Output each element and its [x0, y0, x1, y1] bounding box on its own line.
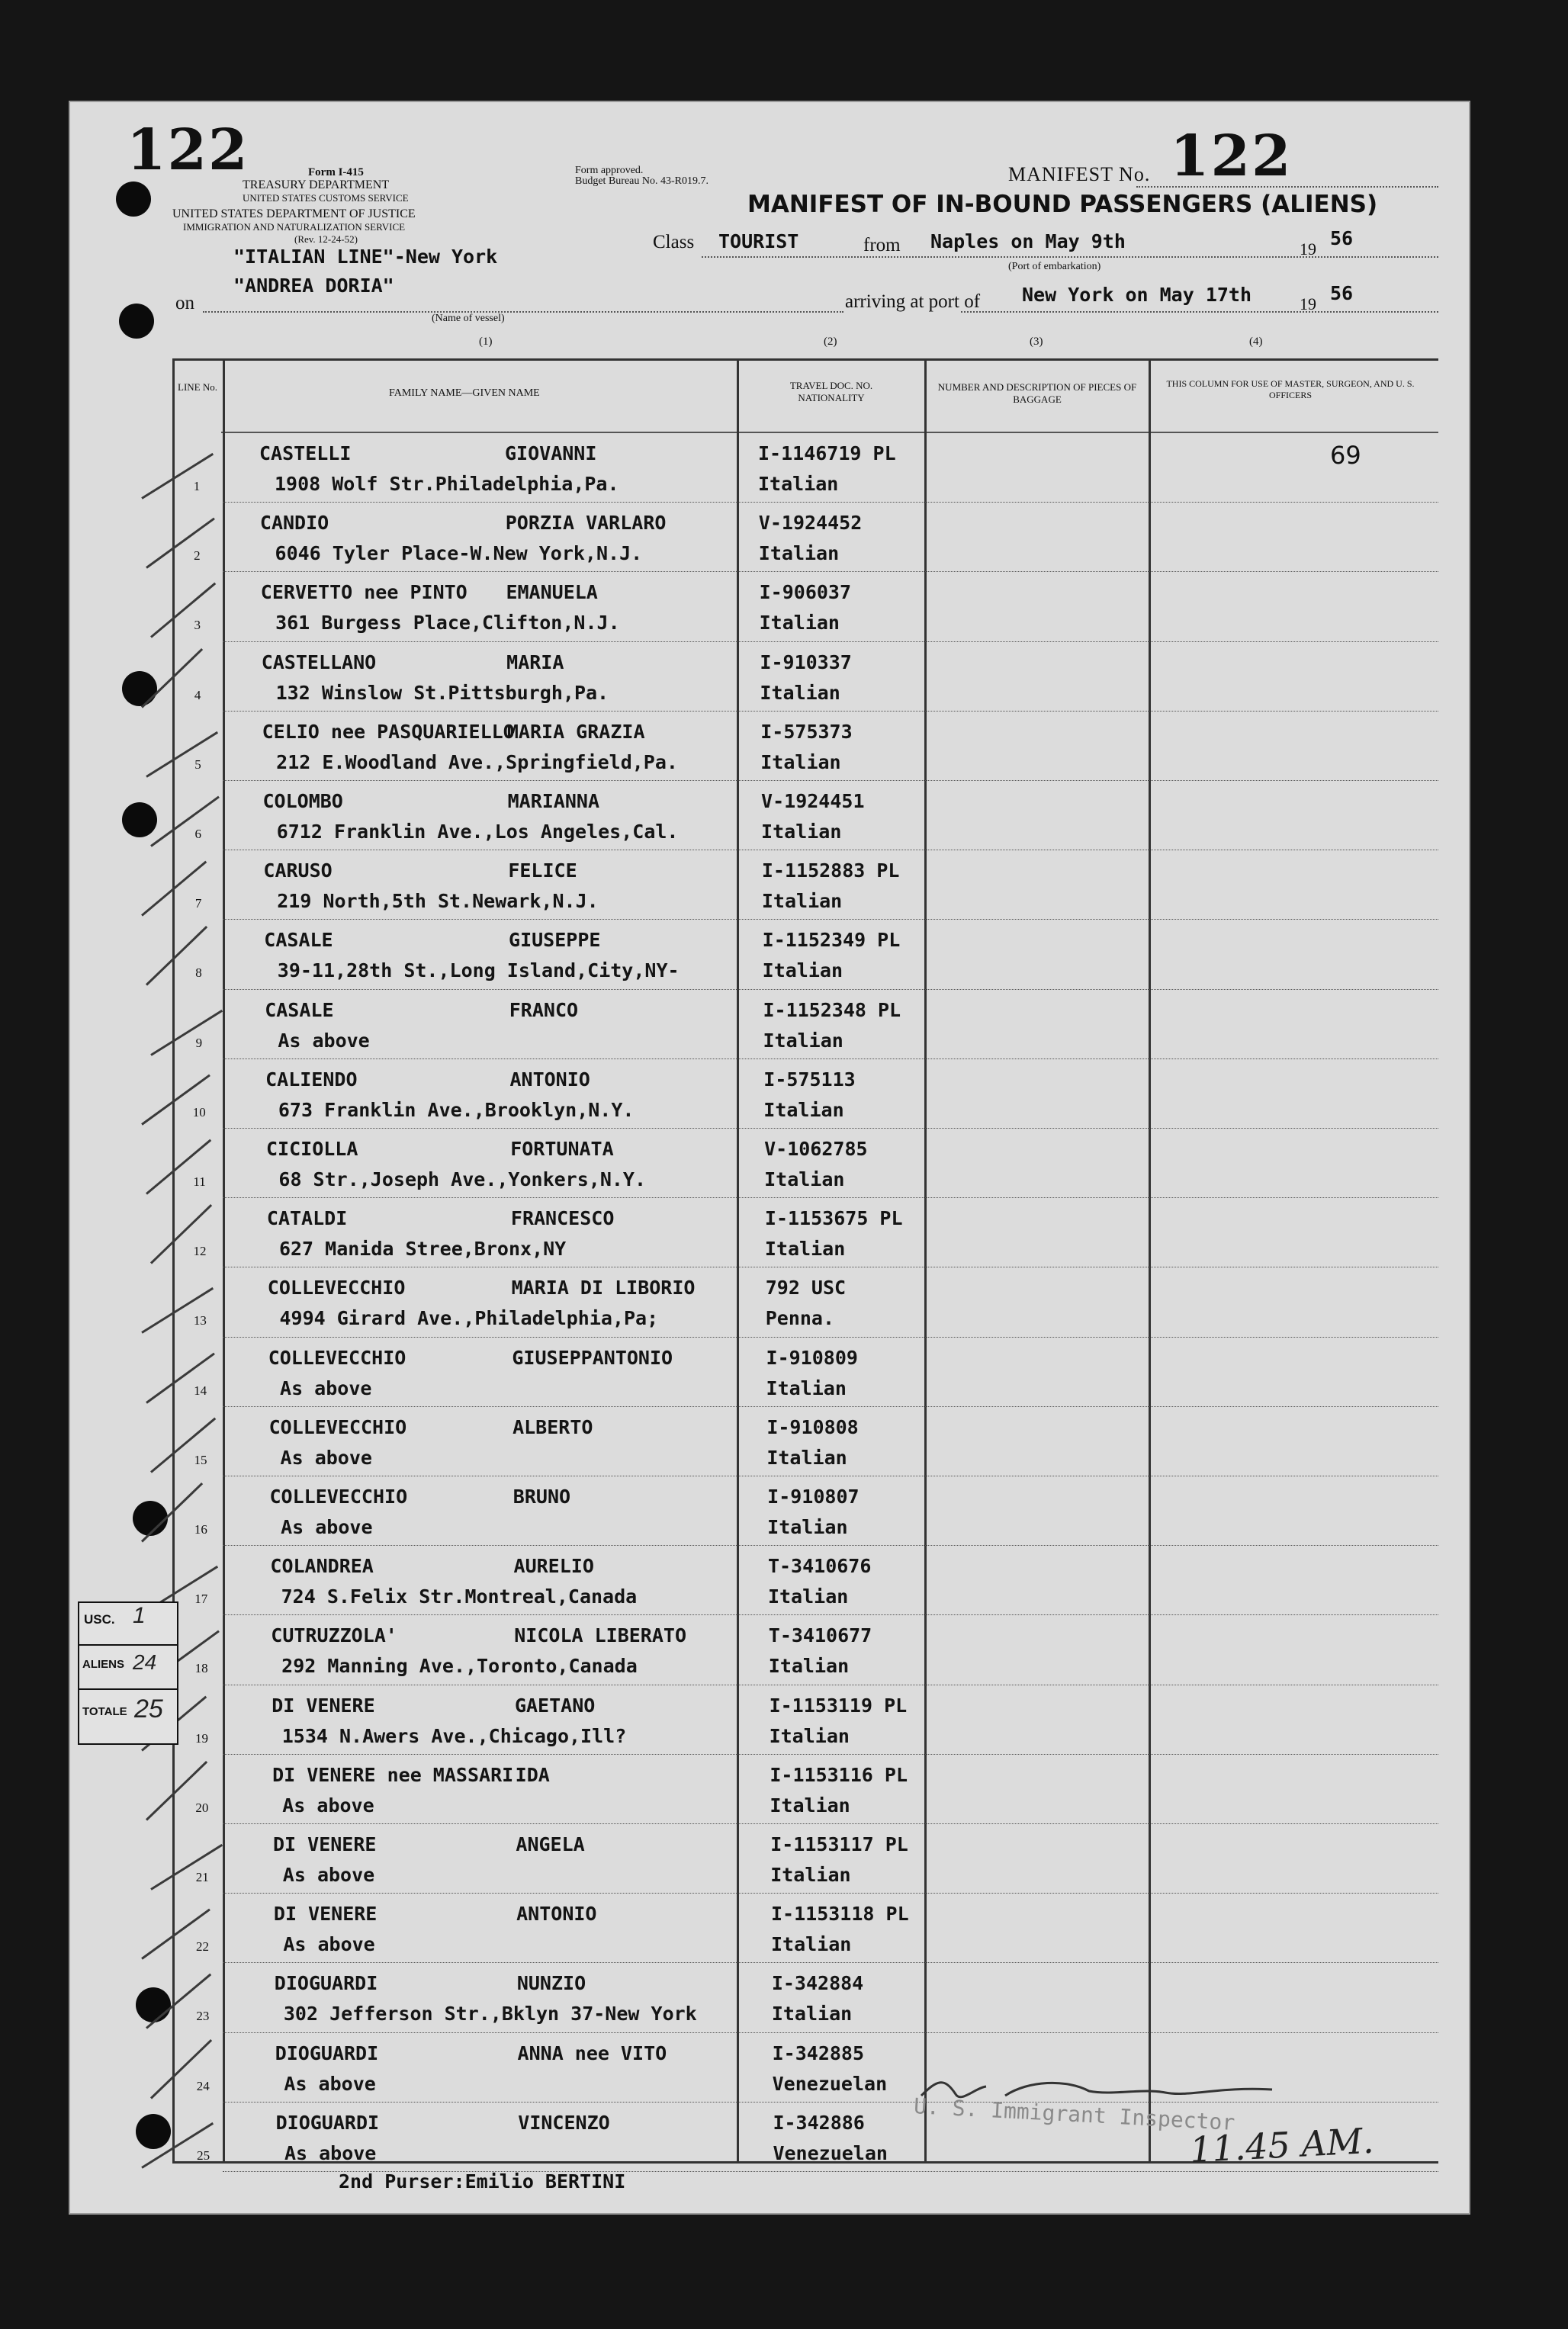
passenger-family-name: CELIO nee PASQUARIELLO — [262, 720, 515, 743]
passenger-given-name: GIUSEPPANTONIO — [512, 1346, 673, 1369]
on-label: on — [175, 293, 194, 313]
passenger-nationality: Italian — [770, 1864, 851, 1886]
revision-label: (Rev. 12-24-52) — [294, 233, 358, 245]
line-number: 1 — [193, 479, 201, 493]
passenger-family-name: DI VENERE — [272, 1694, 375, 1717]
travel-doc-number: I-575373 — [760, 720, 853, 743]
travel-doc-number: T-3410676 — [767, 1555, 872, 1578]
passenger-nationality: Italian — [766, 1446, 847, 1469]
row-divider — [223, 918, 1438, 920]
passenger-family-name: CANDIO — [259, 512, 329, 535]
punch-hole — [119, 304, 154, 339]
row-divider — [223, 1058, 1438, 1059]
line-number: 10 — [192, 1104, 206, 1120]
punch-hole — [122, 802, 157, 837]
passenger-address: 673 Franklin Ave.,Brooklyn,N.Y. — [278, 1098, 635, 1121]
passenger-family-name: COLANDREA — [270, 1555, 374, 1578]
passenger-given-name: MARIA DI LIBORIO — [511, 1277, 696, 1299]
passenger-given-name: GIUSEPPE — [509, 929, 601, 952]
passenger-given-name: ANTONIO — [516, 1903, 597, 1926]
page-number: 122 — [127, 117, 249, 183]
passenger-nationality: Italian — [761, 821, 842, 843]
passenger-address: As above — [284, 2072, 376, 2095]
passenger-given-name: FRANCESCO — [510, 1207, 615, 1230]
line-number: 17 — [194, 1592, 208, 1607]
passenger-family-name: CALIENDO — [265, 1068, 358, 1091]
passenger-nationality: Italian — [767, 1516, 848, 1538]
row-divider — [223, 1684, 1438, 1685]
row-divider — [223, 501, 1438, 503]
class-label: Class — [653, 232, 695, 252]
line-number: 19 — [194, 1730, 208, 1746]
line-number: 25 — [197, 2147, 210, 2163]
usc-label: USC. — [84, 1612, 115, 1627]
manifest-number: 122 — [1170, 124, 1293, 189]
row-divider — [223, 1892, 1438, 1894]
passenger-nationality: Italian — [771, 2003, 853, 2025]
passenger-address: 724 S.Felix Str.Montreal,Canada — [281, 1585, 638, 1608]
line-number: 8 — [195, 965, 202, 981]
passenger-nationality: Italian — [768, 1655, 850, 1678]
passenger-nationality: Italian — [759, 612, 840, 634]
passenger-family-name: DI VENERE — [273, 1833, 377, 1855]
passenger-nationality: Italian — [770, 1794, 850, 1817]
form-approved: Form approved. — [575, 165, 644, 176]
passenger-family-name: CATALDI — [266, 1207, 348, 1230]
passenger-family-name: CASALE — [265, 998, 334, 1021]
manifest-rule — [1136, 186, 1438, 188]
row-divider — [223, 710, 1438, 712]
passenger-given-name: NUNZIO — [516, 1972, 586, 1995]
line-number: 4 — [194, 687, 201, 702]
passenger-nationality: Italian — [763, 1098, 844, 1121]
passenger-address: 132 Winslow St.Pittsburgh,Pa. — [275, 681, 609, 704]
passenger-family-name: CUTRUZZOLA' — [271, 1624, 397, 1647]
travel-doc-number: I-910337 — [760, 651, 852, 673]
passenger-nationality: Venezuelan — [773, 2141, 888, 2164]
class-rule — [702, 256, 1438, 258]
row-divider — [223, 1753, 1438, 1755]
passenger-family-name: DI VENERE — [273, 1903, 378, 1926]
line-number: 16 — [194, 1522, 207, 1537]
punch-hole — [116, 182, 151, 217]
stamp-divider — [79, 1644, 177, 1646]
passenger-address: 6046 Tyler Place-W.New York,N.J. — [275, 542, 643, 565]
punch-hole — [136, 2114, 171, 2149]
line-number: 7 — [194, 896, 202, 911]
vessel-caption: (Name of vessel) — [432, 313, 505, 324]
travel-doc-number: V-1062785 — [764, 1138, 868, 1160]
passenger-address: As above — [284, 2141, 377, 2164]
header-baggage: NUMBER AND DESCRIPTION OF PIECES OF BAGGAGE — [937, 381, 1137, 405]
row-divider — [223, 1961, 1438, 1963]
row-divider — [223, 1266, 1438, 1267]
table-header-rule — [221, 432, 1438, 433]
passenger-address: 4994 Girard Ave.,Philadelphia,Pa; — [279, 1307, 659, 1330]
passenger-address: 6712 Franklin Ave.,Los Angeles,Cal. — [276, 821, 679, 843]
year-value: 56 — [1330, 227, 1354, 249]
passenger-family-name: COLOMBO — [262, 790, 343, 812]
header-travel-doc: TRAVEL DOC. NO. NATIONALITY — [789, 380, 873, 403]
row-divider — [223, 1127, 1438, 1129]
passenger-address: As above — [280, 1446, 372, 1469]
manifest-sheet — [69, 101, 1470, 2215]
passenger-family-name: COLLEVECCHIO — [269, 1486, 408, 1508]
passenger-given-name: ALBERTO — [512, 1415, 593, 1438]
passenger-given-name: VINCENZO — [518, 2111, 610, 2134]
line-number: 5 — [194, 757, 201, 772]
row-divider — [223, 1405, 1438, 1407]
passenger-family-name: CASALE — [264, 929, 333, 952]
from-label: from — [863, 235, 901, 255]
row-divider — [223, 1544, 1438, 1546]
time-note: 11.45 AM. — [1188, 2119, 1375, 2171]
passenger-family-name: CASTELLI — [259, 442, 352, 464]
passenger-nationality: Italian — [760, 750, 841, 773]
row-divider — [223, 988, 1438, 990]
travel-doc-number: I-910809 — [766, 1346, 858, 1369]
count-stamp — [78, 1601, 178, 1745]
col-divider-line — [172, 358, 175, 2161]
travel-doc-number: I-1153117 PL — [770, 1833, 908, 1855]
passenger-family-name: COLLEVECCHIO — [268, 1415, 407, 1438]
passenger-nationality: Italian — [758, 473, 839, 495]
passenger-nationality: Penna. — [765, 1307, 835, 1330]
passenger-family-name: CASTELLANO — [261, 651, 377, 673]
passenger-given-name: ANGELA — [516, 1833, 585, 1855]
col-number-1: (1) — [479, 336, 493, 348]
row-divider — [223, 570, 1438, 572]
aliens-label: ALIENS — [82, 1658, 125, 1671]
passenger-address: 627 Manida Stree,Bronx,NY — [278, 1238, 567, 1261]
row-divider — [223, 1823, 1438, 1824]
passenger-address: 361 Burgess Place,Clifton,N.J. — [275, 612, 620, 634]
passenger-given-name: GIOVANNI — [505, 442, 597, 464]
immigration-label: IMMIGRATION AND NATURALIZATION SERVICE — [183, 221, 406, 233]
passenger-given-name: MARIA GRAZIA — [506, 720, 645, 743]
passenger-nationality: Italian — [769, 1724, 850, 1747]
passenger-family-name: CERVETTO nee PINTO — [260, 581, 468, 604]
line-number: 24 — [196, 2078, 210, 2093]
vessel-rule — [203, 311, 843, 313]
passenger-given-name: NICOLA LIBERATO — [514, 1624, 687, 1647]
passenger-given-name: FELICE — [508, 859, 577, 882]
passenger-address: As above — [278, 1029, 370, 1052]
passenger-given-name: BRUNO — [512, 1486, 571, 1508]
passenger-family-name: DIOGUARDI — [275, 2111, 380, 2134]
customs-label: UNITED STATES CUSTOMS SERVICE — [243, 192, 409, 204]
officers-note: 69 — [1330, 441, 1361, 470]
line-number: 22 — [196, 1939, 210, 1955]
travel-doc-number: I-1153116 PL — [770, 1763, 908, 1786]
line-number: 13 — [193, 1313, 207, 1328]
line-number: 11 — [193, 1174, 206, 1189]
passenger-family-name: DIOGUARDI — [275, 2041, 379, 2064]
passenger-address: 1908 Wolf Str.Philadelphia,Pa. — [275, 473, 619, 495]
travel-doc-number: I-1152349 PL — [762, 929, 901, 952]
travel-doc-number: I-342884 — [771, 1972, 864, 1995]
vessel-name: "ANDREA DORIA" — [233, 275, 394, 297]
row-divider — [223, 849, 1438, 850]
line-number: 6 — [194, 827, 202, 841]
col-number-4: (4) — [1249, 336, 1263, 348]
passenger-family-name: CARUSO — [263, 859, 333, 882]
line-number: 12 — [193, 1244, 207, 1259]
line-number: 3 — [194, 618, 201, 633]
passenger-family-name: DI VENERE nee MASSARI — [272, 1763, 514, 1786]
passenger-nationality: Italian — [767, 1585, 849, 1608]
travel-doc-number: I-342885 — [772, 2041, 865, 2064]
passenger-nationality: Italian — [758, 542, 840, 565]
line-number: 9 — [195, 1035, 203, 1050]
budget-bureau: Budget Bureau No. 43-R019.7. — [575, 175, 708, 187]
passenger-given-name: MARIANNA — [507, 790, 600, 812]
col-divider-name — [223, 358, 225, 2161]
passenger-nationality: Italian — [766, 1377, 847, 1399]
line-number: 14 — [194, 1383, 207, 1398]
aliens-value: 24 — [133, 1650, 157, 1674]
row-divider — [223, 1197, 1438, 1198]
passenger-given-name: EMANUELA — [506, 581, 598, 604]
passenger-address: As above — [281, 1516, 373, 1538]
line-number: 2 — [194, 548, 201, 564]
passenger-address: 39-11,28th St.,Long Island,City,NY- — [277, 959, 680, 982]
from-value: Naples on May 9th — [930, 230, 1126, 252]
passenger-family-name: CICIOLLA — [266, 1138, 358, 1160]
passenger-nationality: Italian — [771, 1933, 852, 1956]
travel-doc-number: I-1152883 PL — [761, 859, 900, 882]
passenger-given-name: MARIA — [506, 651, 564, 673]
travel-doc-number: I-910808 — [766, 1415, 859, 1438]
purser-signature: 2nd Purser:Emilio BERTINI — [339, 2170, 626, 2192]
travel-doc-number: V-1924452 — [758, 512, 863, 535]
year-prefix: 19 — [1300, 239, 1316, 259]
passenger-given-name: IDA — [515, 1763, 550, 1786]
passenger-nationality: Italian — [762, 959, 843, 982]
line-number: 15 — [194, 1452, 207, 1467]
passenger-given-name: PORZIA VARLARO — [505, 512, 667, 535]
col-divider-doc — [737, 358, 739, 2161]
passenger-address: As above — [282, 1864, 375, 1886]
embark-caption: (Port of embarkation) — [1008, 261, 1101, 272]
travel-doc-number: T-3410677 — [768, 1624, 872, 1647]
row-divider — [223, 641, 1438, 642]
treasury-label: TREASURY DEPARTMENT — [243, 178, 390, 191]
passenger-address: 212 E.Woodland Ave.,Springfield,Pa. — [276, 750, 678, 773]
passenger-address: As above — [282, 1794, 374, 1817]
header-name: FAMILY NAME—GIVEN NAME — [389, 387, 540, 399]
travel-doc-number: I-1153675 PL — [764, 1207, 903, 1230]
passenger-given-name: FORTUNATA — [510, 1138, 614, 1160]
totale-value: 25 — [134, 1695, 163, 1723]
passenger-nationality: Italian — [760, 681, 840, 704]
passenger-address: 219 North,5th St.Newark,N.J. — [277, 890, 599, 913]
manifest-title: MANIFEST OF IN-BOUND PASSENGERS (ALIENS) — [747, 191, 1378, 218]
row-divider — [223, 779, 1438, 781]
travel-doc-number: I-575113 — [763, 1068, 856, 1091]
usc-value: 1 — [133, 1603, 146, 1628]
inspector-title: U. S. Immigrant Inspector — [913, 2093, 1236, 2136]
passenger-given-name: ANTONIO — [509, 1068, 590, 1091]
passenger-address: 68 Str.,Joseph Ave.,Yonkers,N.Y. — [278, 1168, 647, 1190]
passenger-nationality: Venezuelan — [772, 2072, 888, 2095]
line-number: 18 — [194, 1661, 208, 1676]
row-divider — [223, 1336, 1438, 1338]
line-number: 20 — [195, 1800, 209, 1815]
manifest-label: MANIFEST No. — [1008, 163, 1151, 185]
col-divider-baggage — [924, 358, 927, 2161]
punch-hole — [122, 671, 157, 706]
passenger-nationality: Italian — [761, 890, 843, 913]
passenger-given-name: FRANCO — [509, 998, 579, 1021]
passenger-family-name: COLLEVECCHIO — [267, 1277, 406, 1299]
travel-doc-number: I-1146719 PL — [758, 442, 896, 464]
travel-doc-number: I-1152348 PL — [763, 998, 901, 1021]
totale-label: TOTALE — [82, 1705, 127, 1718]
travel-doc-number: 792 USC — [765, 1277, 847, 1299]
class-value: TOURIST — [718, 230, 799, 252]
passenger-nationality: Italian — [764, 1168, 845, 1190]
travel-doc-number: V-1924451 — [761, 790, 865, 812]
passenger-address: As above — [280, 1377, 372, 1399]
col-number-3: (3) — [1030, 336, 1043, 348]
passenger-nationality: Italian — [763, 1029, 843, 1052]
header-line-no: LINE No. — [178, 381, 217, 393]
arriving-value: New York on May 17th — [1022, 284, 1252, 306]
passenger-address: As above — [283, 1933, 375, 1956]
line-company: "ITALIAN LINE"-New York — [233, 246, 498, 268]
year-prefix-2: 19 — [1300, 294, 1316, 313]
row-divider — [223, 1614, 1438, 1615]
passenger-given-name: AURELIO — [513, 1555, 594, 1578]
passenger-family-name: DIOGUARDI — [274, 1972, 378, 1995]
passenger-given-name: ANNA nee VITO — [517, 2041, 667, 2064]
col-divider-officers — [1149, 358, 1151, 2161]
passenger-given-name: GAETANO — [514, 1694, 596, 1717]
line-number: 23 — [196, 2009, 210, 2024]
travel-doc-number: I-342886 — [773, 2111, 865, 2134]
travel-doc-number: I-906037 — [759, 581, 852, 604]
passenger-address: 1534 N.Awers Ave.,Chicago,Ill? — [281, 1724, 627, 1747]
row-divider — [223, 2032, 1438, 2033]
travel-doc-number: I-910807 — [767, 1486, 860, 1508]
punch-hole — [136, 1987, 171, 2022]
col-number-2: (2) — [824, 336, 837, 348]
passenger-address: 302 Jefferson Str.,Bklyn 37-New York — [283, 2003, 697, 2025]
row-divider — [223, 1475, 1438, 1476]
inspector-signature — [914, 2073, 1280, 2106]
passenger-nationality: Italian — [764, 1238, 846, 1261]
line-number: 21 — [195, 1870, 209, 1884]
arriving-rule — [961, 311, 1438, 313]
year-value-2: 56 — [1330, 282, 1354, 304]
travel-doc-number: I-1153119 PL — [769, 1694, 908, 1717]
justice-label: UNITED STATES DEPARTMENT OF JUSTICE — [172, 207, 416, 220]
travel-doc-number: I-1153118 PL — [771, 1903, 909, 1926]
header-officers: THIS COLUMN FOR USE OF MASTER, SURGEON, AND U. S. OFFICERS — [1166, 378, 1415, 400]
table-top-rule — [172, 358, 1438, 361]
passenger-family-name: COLLEVECCHIO — [268, 1346, 406, 1369]
arriving-label: arriving at port of — [845, 291, 981, 312]
form-number: Form I-415 — [308, 166, 364, 178]
passenger-address: 292 Manning Ave.,Toronto,Canada — [281, 1655, 638, 1678]
stamp-divider — [79, 1688, 177, 1690]
